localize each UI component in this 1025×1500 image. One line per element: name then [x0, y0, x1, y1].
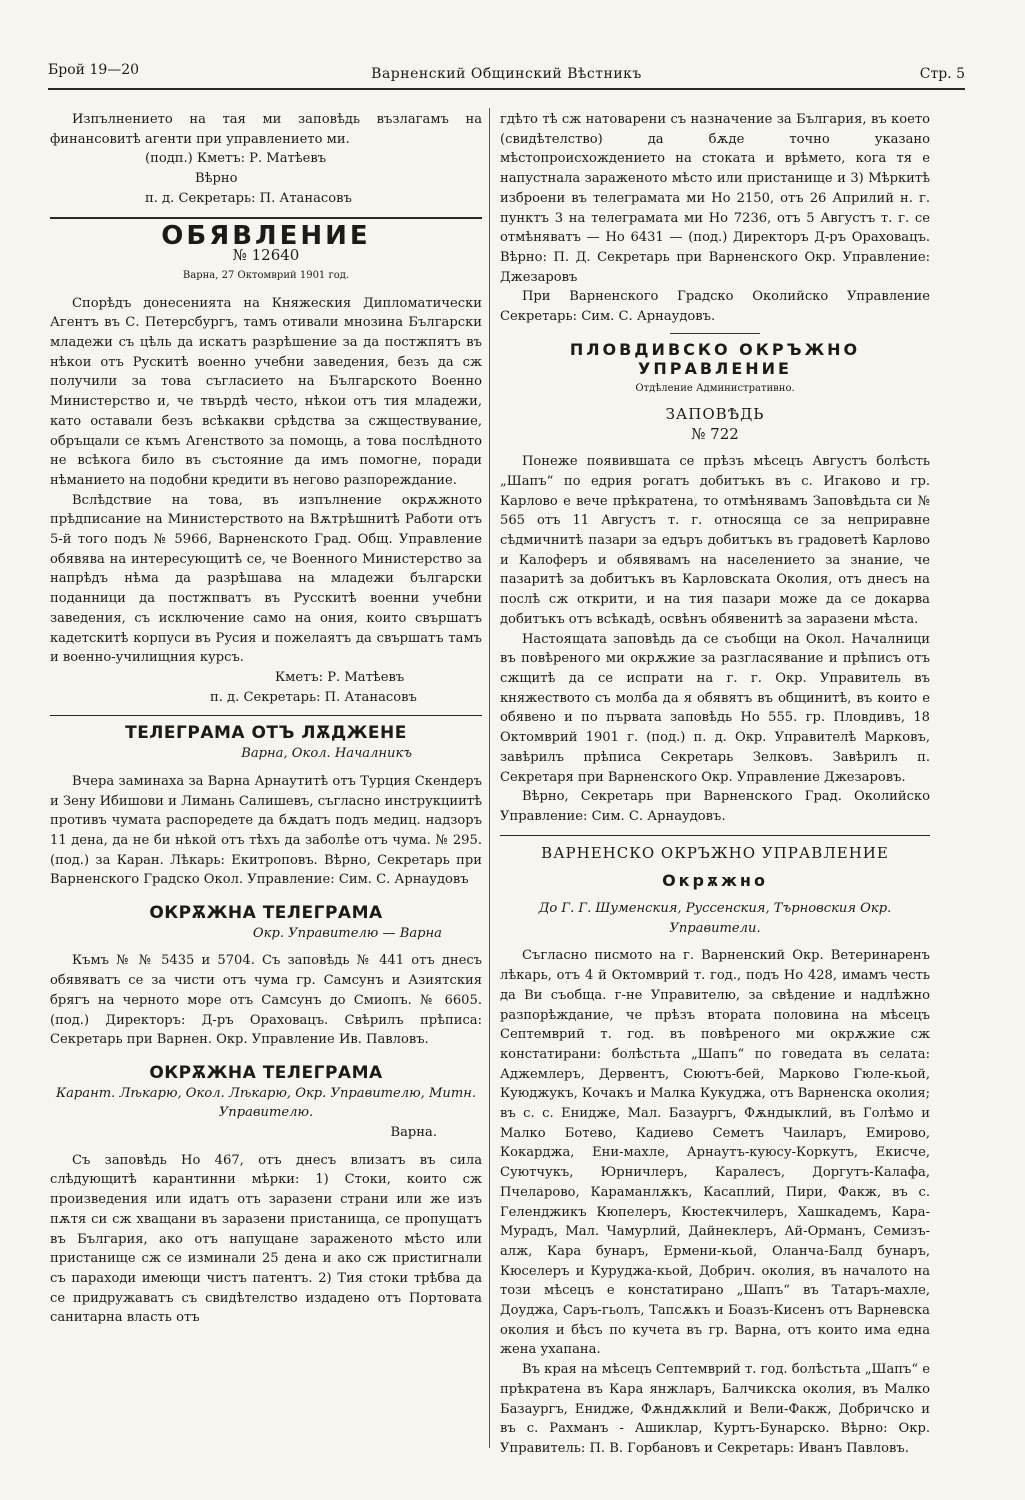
announcement-signature-secretary: п. д. Секретарь: П. Атанасовъ [210, 689, 417, 705]
issue-number: Брой 19—20 [48, 62, 140, 78]
order-paragraph-3: Вѣрно, Секретарь при Варненского Град. Околийско Управление: Сим. С. Арнаудовъ. [500, 789, 930, 824]
announcement-title: ОБЯВЛЕНИЕ [161, 220, 371, 251]
telegram-1-address: Варна, Окол. Началникъ [241, 746, 412, 762]
circular-paragraph-2: Въ края на мѣсецъ Септемврий т. год. болѣстьта „Шапъ“ е прѣкратена въ Кара янжларъ, Балчикска околия, въ Малко Базаургъ, Енидже, Фѫндѫклий и Вели-Факж, Добричско и въ с. Рахманъ - Ашиклар, Куртъ-Бунарско. Вѣрно: Окр. Управитель: П. В. Горбановъ и Секретарь: Иванъ Павловъ. [500, 1362, 930, 1456]
telegram-1-title: ТЕЛЕГРАМА ОТЪ ЛѪДЖЕНЕ [125, 723, 407, 744]
continued-text: гдѣто тѣ сж натоварени съ назначение за България, въ което (свидѣтелство) да бѫде точно указано мѣстопроисхождението на стоката и врѣмето, кога тя е напустнала зараженото мѣсто или пристанище и 3) Мѣркитѣ изброени въ телеграмата ми Но 2150, отъ 26 Априлий н. г. пунктъ 3 на телеграмата ми Но 7236, отъ 5 Августъ т. г. се отмѣняватъ — Но 6431 — (под.) Директоръ Д-ръ Ораховацъ. Вѣрно: П. Д. Секретарь при Варненского Окр. Управление: Джезаровъ [500, 112, 930, 285]
order-title: ЗАПОВѢДЬ [665, 404, 765, 423]
right-column [500, 110, 930, 1459]
section-rule [50, 217, 482, 219]
order-paragraph-2: Настоящата заповѣдь да се съобщи на Окол. Началници въ повѣреного ми окрѫжие за разгласявание и прѣписъ отъ сжщитѣ да се испрати на г. г. Окр. Управитель въ княжеството съ молба да я обявятъ въ общинитѣ, въ които е обявено и по първата заповѣдь Но 555. гр. Пловдивъ, 18 Октомврий 1901 г. (под.) п. д. Окр. Управителѣ Марковъ, завѣрилъ прѣписа Секретарь Зелковъ. Завѣрилъ п. Секретаря при Варненского Окр. Управление Джезаровъ. [500, 631, 930, 785]
plovdiv-section-subtitle: Отдѣление Административно. [635, 383, 795, 395]
circular-paragraph-1: Съгласно писмото на г. Варненский Окр. Ветеринаренъ лѣкарь, отъ 4 й Октомврий т. год., подъ Но 428, имамъ честь да Ви съобща. г-не Управителю, за свѣдение и надлѣжно разпорѣждание, че прѣзъ втората половина на мѣсецъ Септемврий т. год. въ повѣреного ми окрѫжие сж констатирани: болѣстьта „Шапъ“ по говедата въ селата: Аджемлеръ, Дервентъ, Сюютъ-бей, Марково Гюле-кьой, Куюджукъ, Кочакъ и Малка Кукуджа, отъ Варненска околия; въ с. с. Енидже, Мал. Базаургъ, Фѫндыклий, въ Голѣмо и Малко Ботево, Кадиево Семетъ Чаиларъ, Емирово, Кокарджа, Ени-махле, Арнаутъ-куюсу-Коркутъ, Екисче, Суютчукъ, Юрничлеръ, Каралесъ, Доргутъ-Калафа, Пчеларово, Караманлѫкъ, Касаплий, Пири, Факж, въ с. Геленджикъ Кюпелеръ, Кюстекчилеръ, Хашкадемъ, Кара-Мурадъ, Мал. Чамурлий, Дайнеклеръ, Ай-Орманъ, Семизъ-алж, Кара бунаръ, Ермени-кьой, Оланча-Балд бунаръ, Кюселеръ и Куруджа-кьой, Добрич. околия, въ началото на този мѣсецъ е констатирано „Шапъ“ въ Татаръ-махле, Доуджа, Саръ-гьолъ, Тапсѫкъ и Боазъ-Кисенъ отъ Варневска околия и бѣсъ по кучета въ гр. Варна, отъ които има една жена ухапана. [500, 948, 930, 1358]
announcement-paragraph-1: Спорѣдъ донесенията на Княжеския Дипломатически Агентъ въ С. Петерсбургъ, тамъ отивали мнозина Български младежи съ цѣль да искатъ разрѣшение за да постжпятъ въ нѣкои отъ Рускитѣ военно учебни заведения, безъ да сж получили за това съгласието на Българското Военно Министерство и, че твърдѣ често, нѣкои отъ тия младежи, като оставали безъ всѣкакви срѣдства за сжществувание, обръщали се къмъ Агенството за помощь, а това послѣдното не всѣкога било въ състояние да имъ помогне, поради нѣманието на подобни кредити въ негово разпореждание. [50, 295, 482, 488]
telegram-3-place: Варна. [390, 1125, 437, 1141]
telegram-2-body: Къмъ № № 5435 и 5704. Съ заповѣдь № 441 отъ днесъ обявяватъ се за чисти отъ чума гр. Самсунъ и Азиятския брягъ на черното море отъ Самсунъ до Смиопъ. № 6605. (под.) Директоръ: Д-ръ Ораховацъ. Свѣрилъ прѣписа: Секретарь при Варнен. Окр. Управление Ив. Павловъ. [50, 953, 482, 1048]
telegram-2-address: Окр. Управителю — Варна [252, 925, 442, 941]
telegram-3-address: Карант. Лѣкарю, Окол. Лѣкарю, Окр. Управителю, Митн. Управителю. [55, 1085, 477, 1121]
telegram-1-body: Вчера заминаха за Варна Арнаутитѣ отъ Турция Скендеръ и Зену Ибишови и Лимань Салишевъ, съгласно инструкциитѣ противъ чумата распоредете да бѫдатъ подъ медиц. надзоръ 11 дена, да не би нѣкой отъ тѣхъ да заболѣе отъ чума. № 295. (под.) за Каран. Лѣкарь: Екитроповъ. Вѣрно, Секретарь при Варненского Градско Окол. Управление: Сим. С. Арнаудовъ [50, 773, 482, 888]
telegram-3-title: ОКРѪЖНА ТЕЛЕГРАМА [149, 1062, 383, 1083]
telegram-3-body: Съ заповѣдь Но 467, отъ днесъ влизатъ въ сила слѣдующитѣ карантинни мѣрки: 1) Стоки, които сж произведения или идатъ отъ заразени страни или же изъ пѫтя си сж хващани въ заразени пристанища, се пропущатъ въ България, ако отъ напущане зараженото мѣсто или пристанище сж се изминали 25 дена и ако сж пристигнали съ параходи имеющи чистъ патентъ. 2) Тия стоки трѣбва да се придружаватъ съ свидѣтелство издадено отъ Портовата санитарна власть отъ [50, 1152, 482, 1326]
varna-section-title: ВАРНЕНСКО ОКРЪЖНО УПРАВЛЕНИЕ [541, 843, 889, 862]
section-rule [500, 835, 930, 836]
header-rule [48, 88, 965, 90]
newspaper-title: Варненский Общинский Вѣстникъ [371, 66, 642, 82]
page-header [48, 62, 965, 92]
announcement-paragraph-2: Вслѣдствие на това, въ изпълнение окрѫжното прѣдписание на Министерството на Вѫтрѣшнитѣ Работи отъ 5-й того подъ № 5966, Варненското Град. Общ. Управление обявява на интересующитѣ се, че Военного Министерство за напрѣдъ нѣма да разрѣшава на младежи български поданници да постжпватъ въ Русскитѣ военни учебни заведения, съ исключение само на ония, които свършатъ кадетскитѣ корпуси въ Русия и пожелаятъ да свършатъ тамъ и военно-училищния курсъ. [50, 492, 482, 666]
plovdiv-section-title: ПЛОВДИВСКО ОКРЪЖНО УПРАВЛЕНИЕ [569, 339, 861, 379]
continued-text-2: При Варненского Градско Околийско Управление Секретарь: Сим. С. Арнаудовъ. [500, 289, 930, 325]
order-paragraph-1: Понеже появившата се прѣзъ мѣсецъ Августъ болѣсть „Шапъ“ по едрия рогатъ добитъкъ въ с. Игаково и гр. Карлово е вече прѣкратена, то отмѣнявамъ Заповѣдьта си № 565 отъ 11 Августъ т. г. относяща се за неприравне сѣдмичнитѣ пазари за едъръ добитъкъ въ градоветѣ Карлово и Калоферъ и обявявамъ на населението за знание, че пазаритѣ за добитъкъ въ Карловската Околия, отъ днесъ на послѣ сж открити, и на тия пазари може да се докарва добитъкъ отъ всѣкадѣ, освѣнъ обявенитѣ за заразени мѣста. [500, 454, 930, 627]
intro-text: Изпълнението на тая ми заповѣдь възлагамъ на финансовитѣ агенти при управлението ми. [50, 112, 482, 147]
column-divider [489, 108, 490, 1448]
page-number: Стр. 5 [919, 66, 965, 82]
order-number: № 722 [691, 424, 739, 443]
left-column [50, 110, 482, 1328]
signature-verified: Вѣрно [195, 171, 238, 187]
circular-title: Окрѫжно [662, 871, 768, 891]
announcement-place-date: Варна, 27 Октомврий 1901 год. [182, 269, 350, 281]
telegram-2-title: ОКРѪЖНА ТЕЛЕГРАМА [149, 903, 383, 924]
circular-address: До Г. Г. Шуменския, Руссенския, Търновския Окр. Управители. [538, 901, 892, 936]
signature-mayor: (подп.) Кметъ: Р. Матѣевъ [145, 151, 327, 167]
short-rule [670, 333, 760, 334]
signature-secretary: п. д. Секретарь: П. Атанасовъ [145, 190, 352, 206]
announcement-number: № 12640 [232, 246, 300, 265]
announcement-signature-mayor: Кметъ: Р. Матѣевъ [275, 669, 405, 685]
section-rule [50, 715, 482, 716]
